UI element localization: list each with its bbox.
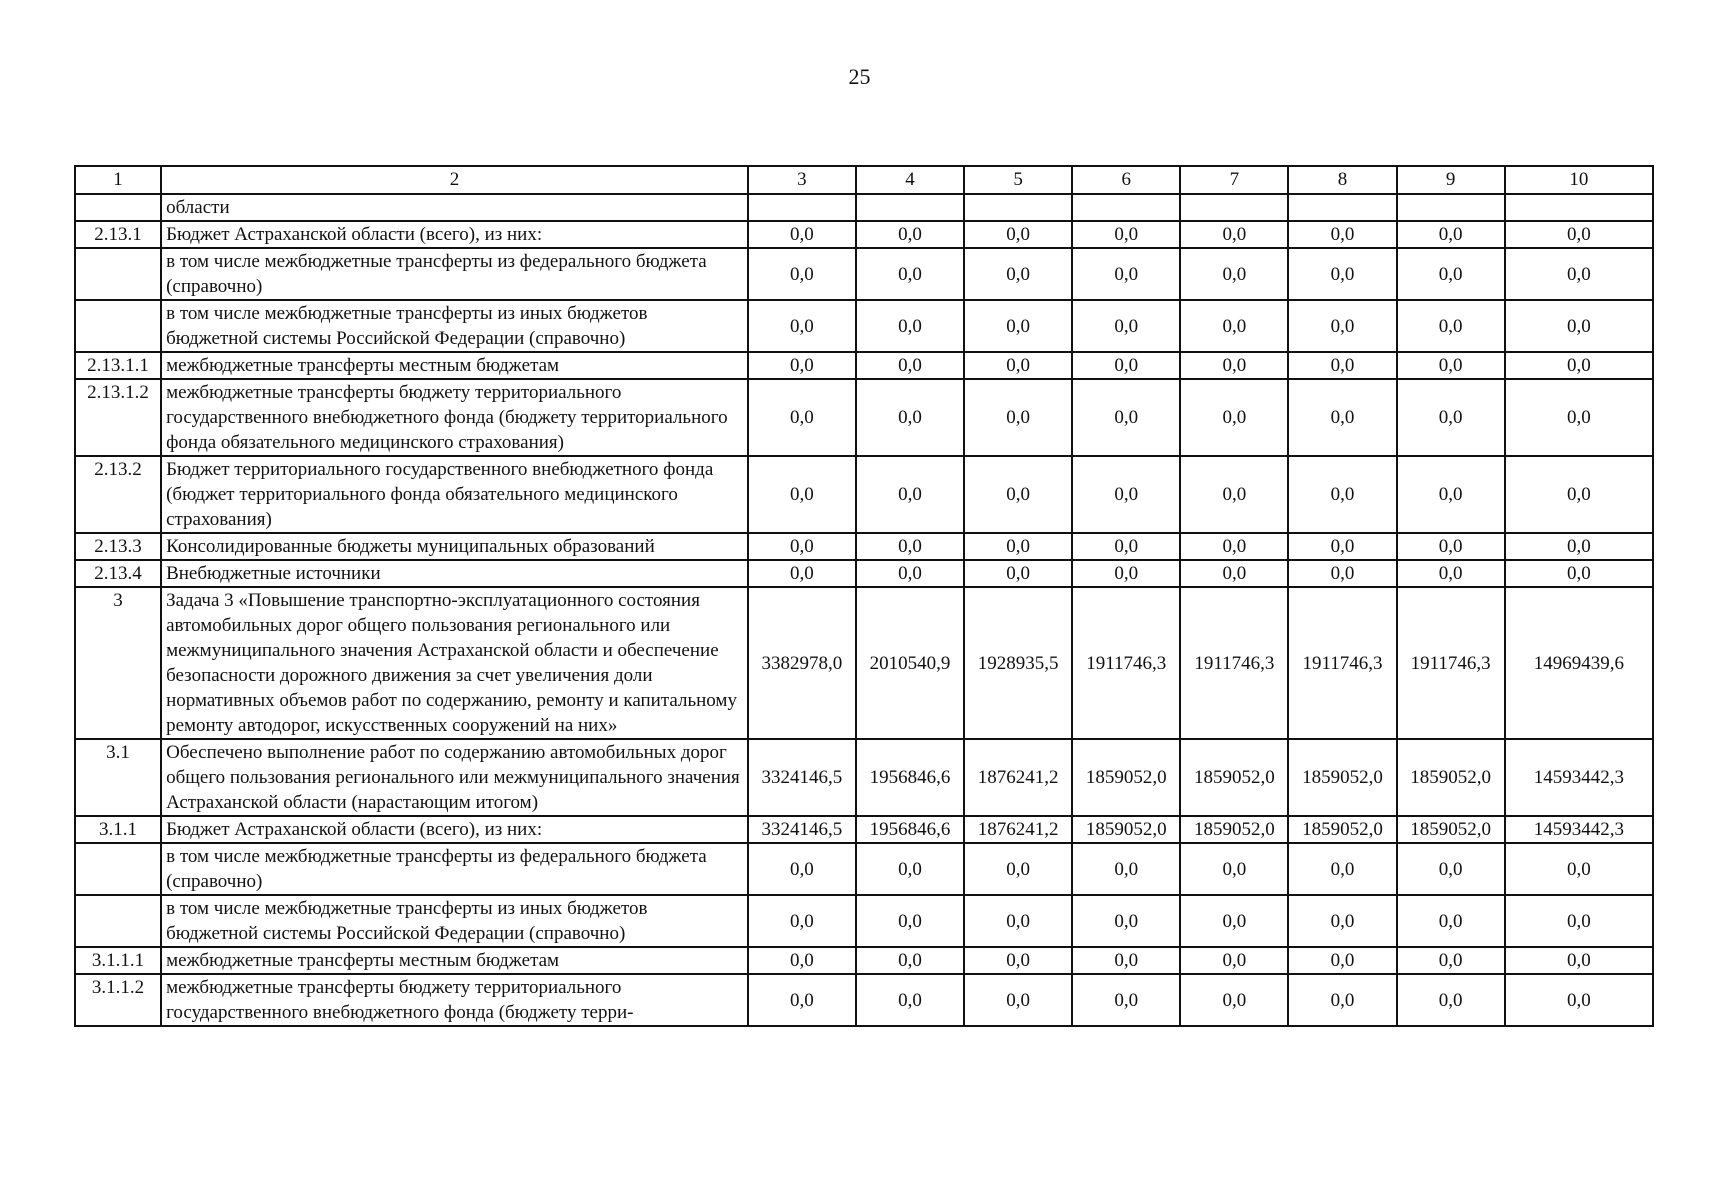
row-code-cell: 2.13.1 <box>75 221 161 248</box>
header-cell: 1 <box>75 166 161 194</box>
row-value-cell <box>1397 194 1505 221</box>
row-total-cell: 0,0 <box>1505 974 1653 1026</box>
row-value-cell: 0,0 <box>1072 300 1180 352</box>
row-value-cell: 0,0 <box>964 456 1072 533</box>
header-cell: 4 <box>856 166 964 194</box>
row-code-cell <box>75 300 161 352</box>
row-value-cell: 0,0 <box>1397 300 1505 352</box>
row-value-cell: 0,0 <box>1180 352 1288 379</box>
row-description-cell: Бюджет Астраханской области (всего), из них: <box>161 221 748 248</box>
row-value-cell: 1911746,3 <box>1397 587 1505 739</box>
row-description-cell: в том числе межбюджетные трансферты из федерального бюджета (справочно) <box>161 248 748 300</box>
row-description-cell: межбюджетные трансферты местным бюджетам <box>161 947 748 974</box>
row-description-cell: в том числе межбюджетные трансферты из федерального бюджета (справочно) <box>161 843 748 895</box>
row-value-cell: 1859052,0 <box>1072 816 1180 843</box>
row-value-cell: 0,0 <box>1072 379 1180 456</box>
row-value-cell: 0,0 <box>748 974 856 1026</box>
row-value-cell: 0,0 <box>856 533 964 560</box>
row-total-cell <box>1505 194 1653 221</box>
row-code-cell <box>75 194 161 221</box>
row-value-cell: 1876241,2 <box>964 739 1072 816</box>
row-description-cell: Бюджет Астраханской области (всего), из них: <box>161 816 748 843</box>
row-description-cell: межбюджетные трансферты местным бюджетам <box>161 352 748 379</box>
row-value-cell: 0,0 <box>1180 560 1288 587</box>
row-value-cell: 0,0 <box>1072 248 1180 300</box>
page-number: 25 <box>848 64 871 89</box>
table-body <box>75 166 1653 1026</box>
row-value-cell: 0,0 <box>856 947 964 974</box>
row-value-cell: 0,0 <box>856 352 964 379</box>
row-value-cell: 0,0 <box>1288 456 1396 533</box>
row-total-cell: 14593442,3 <box>1505 816 1653 843</box>
row-value-cell: 1911746,3 <box>1072 587 1180 739</box>
row-description-cell: в том числе межбюджетные трансферты из иных бюджетов бюджетной системы Российской Федерации (справочно) <box>161 300 748 352</box>
row-value-cell: 0,0 <box>1288 300 1396 352</box>
row-value-cell: 0,0 <box>1397 947 1505 974</box>
row-value-cell: 0,0 <box>1072 352 1180 379</box>
row-value-cell: 0,0 <box>1180 379 1288 456</box>
row-total-cell: 0,0 <box>1505 221 1653 248</box>
row-total-cell: 0,0 <box>1505 533 1653 560</box>
row-value-cell: 0,0 <box>1397 843 1505 895</box>
row-value-cell: 0,0 <box>1180 843 1288 895</box>
row-value-cell: 1911746,3 <box>1288 587 1396 739</box>
table-row <box>75 895 1653 947</box>
row-value-cell: 0,0 <box>856 221 964 248</box>
row-description-cell: межбюджетные трансферты бюджету территориального государственного внебюджетного фонда (бюджету территориального фонда обязательного медицинского страхования) <box>161 379 748 456</box>
row-total-cell: 0,0 <box>1505 300 1653 352</box>
row-value-cell: 0,0 <box>748 456 856 533</box>
row-total-cell: 0,0 <box>1505 947 1653 974</box>
row-value-cell: 0,0 <box>1288 352 1396 379</box>
row-value-cell: 1956846,6 <box>856 816 964 843</box>
row-value-cell: 0,0 <box>1072 843 1180 895</box>
table-row <box>75 587 1653 739</box>
row-total-cell: 0,0 <box>1505 379 1653 456</box>
row-value-cell: 0,0 <box>856 248 964 300</box>
row-value-cell: 0,0 <box>1288 947 1396 974</box>
row-value-cell: 0,0 <box>1288 895 1396 947</box>
row-code-cell: 3.1.1 <box>75 816 161 843</box>
row-value-cell: 0,0 <box>964 533 1072 560</box>
table-row <box>75 300 1653 352</box>
row-value-cell: 0,0 <box>1288 248 1396 300</box>
row-value-cell: 1928935,5 <box>964 587 1072 739</box>
row-value-cell: 0,0 <box>1180 533 1288 560</box>
row-code-cell: 2.13.1.1 <box>75 352 161 379</box>
row-value-cell <box>964 194 1072 221</box>
row-value-cell: 0,0 <box>1288 379 1396 456</box>
row-code-cell: 2.13.1.2 <box>75 379 161 456</box>
row-value-cell: 2010540,9 <box>856 587 964 739</box>
row-value-cell: 0,0 <box>1397 456 1505 533</box>
row-value-cell: 1859052,0 <box>1397 816 1505 843</box>
row-code-cell: 3 <box>75 587 161 739</box>
row-value-cell: 1956846,6 <box>856 739 964 816</box>
row-value-cell: 0,0 <box>1288 533 1396 560</box>
row-value-cell: 0,0 <box>748 947 856 974</box>
row-value-cell: 0,0 <box>1180 300 1288 352</box>
row-total-cell: 0,0 <box>1505 843 1653 895</box>
row-value-cell: 0,0 <box>1397 379 1505 456</box>
row-value-cell: 0,0 <box>748 221 856 248</box>
row-value-cell: 0,0 <box>1072 895 1180 947</box>
row-value-cell: 0,0 <box>1397 895 1505 947</box>
row-value-cell: 0,0 <box>856 843 964 895</box>
row-value-cell: 0,0 <box>1288 560 1396 587</box>
row-value-cell: 0,0 <box>1397 533 1505 560</box>
table-row <box>75 379 1653 456</box>
header-cell: 10 <box>1505 166 1653 194</box>
row-value-cell: 0,0 <box>1397 560 1505 587</box>
row-value-cell: 0,0 <box>1072 560 1180 587</box>
row-value-cell: 1859052,0 <box>1180 816 1288 843</box>
table-row <box>75 221 1653 248</box>
row-total-cell: 0,0 <box>1505 560 1653 587</box>
row-value-cell: 3324146,5 <box>748 816 856 843</box>
header-cell: 9 <box>1397 166 1505 194</box>
table-row <box>75 194 1653 221</box>
table-row <box>75 248 1653 300</box>
row-value-cell: 0,0 <box>964 843 1072 895</box>
row-total-cell: 0,0 <box>1505 895 1653 947</box>
table-row <box>75 352 1653 379</box>
row-value-cell: 0,0 <box>1072 221 1180 248</box>
header-cell: 8 <box>1288 166 1396 194</box>
row-code-cell <box>75 895 161 947</box>
row-description-cell: области <box>161 194 748 221</box>
row-value-cell: 0,0 <box>1180 456 1288 533</box>
header-cell: 3 <box>748 166 856 194</box>
row-value-cell: 0,0 <box>964 560 1072 587</box>
row-value-cell: 0,0 <box>748 300 856 352</box>
table-row <box>75 533 1653 560</box>
row-value-cell: 1859052,0 <box>1072 739 1180 816</box>
table-header-row <box>75 166 1653 194</box>
row-description-cell: в том числе межбюджетные трансферты из иных бюджетов бюджетной системы Российской Федерации (справочно) <box>161 895 748 947</box>
row-value-cell: 0,0 <box>1180 974 1288 1026</box>
row-code-cell: 2.13.4 <box>75 560 161 587</box>
row-description-cell: Обеспечено выполнение работ по содержанию автомобильных дорог общего пользования регионального или межмуниципального значения Астраханской области (нарастающим итогом) <box>161 739 748 816</box>
row-value-cell <box>1288 194 1396 221</box>
row-value-cell: 0,0 <box>1397 352 1505 379</box>
row-value-cell: 3382978,0 <box>748 587 856 739</box>
row-value-cell: 1859052,0 <box>1288 739 1396 816</box>
row-value-cell: 1859052,0 <box>1288 816 1396 843</box>
table-row <box>75 739 1653 816</box>
row-value-cell: 0,0 <box>964 248 1072 300</box>
header-cell: 7 <box>1180 166 1288 194</box>
row-value-cell: 0,0 <box>964 379 1072 456</box>
row-total-cell: 0,0 <box>1505 352 1653 379</box>
row-value-cell: 0,0 <box>856 456 964 533</box>
row-value-cell: 0,0 <box>1180 248 1288 300</box>
row-code-cell <box>75 248 161 300</box>
row-value-cell: 0,0 <box>748 352 856 379</box>
row-value-cell: 1911746,3 <box>1180 587 1288 739</box>
row-description-cell: Задача 3 «Повышение транспортно-эксплуатационного состояния автомобильных дорог общего пользования регионального или межмуниципального значения Астраханской области и обеспечение безопасности дорожного движения за счет увеличения доли нормативных объемов работ по содержанию, ремонту и капитальному ремонту автодорог, искусственных сооружений на них» <box>161 587 748 739</box>
row-value-cell: 0,0 <box>856 974 964 1026</box>
row-value-cell <box>748 194 856 221</box>
row-value-cell: 0,0 <box>748 560 856 587</box>
table-row <box>75 843 1653 895</box>
row-value-cell: 1876241,2 <box>964 816 1072 843</box>
table-row <box>75 816 1653 843</box>
row-value-cell: 0,0 <box>964 974 1072 1026</box>
row-value-cell: 0,0 <box>1397 221 1505 248</box>
row-total-cell: 14969439,6 <box>1505 587 1653 739</box>
row-value-cell: 0,0 <box>748 533 856 560</box>
row-code-cell: 2.13.2 <box>75 456 161 533</box>
row-description-cell: Внебюджетные источники <box>161 560 748 587</box>
row-code-cell: 3.1 <box>75 739 161 816</box>
row-value-cell: 0,0 <box>1072 947 1180 974</box>
row-value-cell <box>856 194 964 221</box>
row-value-cell: 0,0 <box>748 895 856 947</box>
row-value-cell: 0,0 <box>748 379 856 456</box>
row-code-cell <box>75 843 161 895</box>
row-value-cell: 0,0 <box>1072 533 1180 560</box>
row-value-cell: 0,0 <box>1397 974 1505 1026</box>
row-value-cell: 0,0 <box>964 352 1072 379</box>
row-description-cell: Бюджет территориального государственного внебюджетного фонда (бюджет территориального фонда обязательного медицинского страхования) <box>161 456 748 533</box>
table-row <box>75 560 1653 587</box>
row-value-cell: 1859052,0 <box>1397 739 1505 816</box>
row-value-cell: 0,0 <box>748 843 856 895</box>
header-cell: 2 <box>161 166 748 194</box>
row-value-cell <box>1180 194 1288 221</box>
row-value-cell: 0,0 <box>856 895 964 947</box>
header-cell: 6 <box>1072 166 1180 194</box>
row-total-cell: 0,0 <box>1505 456 1653 533</box>
table-row <box>75 947 1653 974</box>
row-value-cell: 0,0 <box>856 560 964 587</box>
table-row <box>75 974 1653 1026</box>
row-value-cell: 0,0 <box>1072 974 1180 1026</box>
row-value-cell: 0,0 <box>964 221 1072 248</box>
table-row <box>75 456 1653 533</box>
row-code-cell: 3.1.1.2 <box>75 974 161 1026</box>
row-value-cell: 0,0 <box>1180 947 1288 974</box>
row-code-cell: 2.13.3 <box>75 533 161 560</box>
row-value-cell: 0,0 <box>964 300 1072 352</box>
row-value-cell: 0,0 <box>856 379 964 456</box>
row-value-cell: 0,0 <box>964 895 1072 947</box>
row-value-cell: 0,0 <box>1288 974 1396 1026</box>
row-value-cell: 0,0 <box>856 300 964 352</box>
row-value-cell: 0,0 <box>748 248 856 300</box>
row-value-cell: 1859052,0 <box>1180 739 1288 816</box>
row-value-cell: 0,0 <box>1180 895 1288 947</box>
row-total-cell: 14593442,3 <box>1505 739 1653 816</box>
row-value-cell <box>1072 194 1180 221</box>
row-value-cell: 0,0 <box>1288 221 1396 248</box>
budget-table <box>74 165 1654 1027</box>
row-value-cell: 0,0 <box>1288 843 1396 895</box>
header-cell: 5 <box>964 166 1072 194</box>
row-description-cell: межбюджетные трансферты бюджету территориального государственного внебюджетного фонда (бюджету терри- <box>161 974 748 1026</box>
row-value-cell: 0,0 <box>1180 221 1288 248</box>
row-value-cell: 3324146,5 <box>748 739 856 816</box>
row-value-cell: 0,0 <box>964 947 1072 974</box>
row-code-cell: 3.1.1.1 <box>75 947 161 974</box>
row-total-cell: 0,0 <box>1505 248 1653 300</box>
row-description-cell: Консолидированные бюджеты муниципальных образований <box>161 533 748 560</box>
row-value-cell: 0,0 <box>1072 456 1180 533</box>
row-value-cell: 0,0 <box>1397 248 1505 300</box>
